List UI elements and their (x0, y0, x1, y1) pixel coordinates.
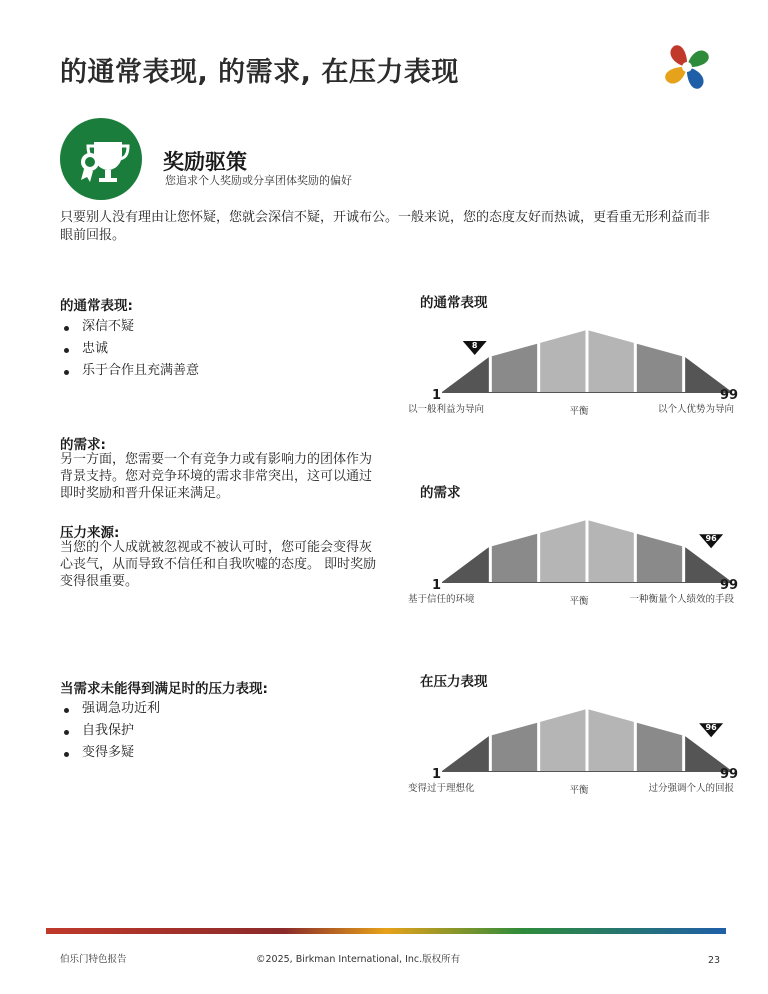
chart-segment (589, 520, 634, 582)
chart-needs (398, 512, 744, 612)
chart-segment (540, 709, 585, 771)
scale-max-label: 99 (720, 388, 739, 403)
axis-center-label: 平衡 (569, 785, 589, 796)
section-title: 奖励驱策 (163, 150, 247, 174)
usual-heading: 的通常表现: (60, 298, 133, 314)
chart-segment (492, 344, 537, 392)
chart-title-needs: 的需求 (420, 485, 461, 501)
stress-behaviors-list (60, 698, 160, 764)
chart-segment (589, 330, 634, 392)
needs-heading: 的需求: (60, 437, 106, 453)
axis-right-label: 一种衡量个人绩效的手段 (629, 594, 734, 605)
axis-center-label: 平衡 (569, 406, 589, 417)
stress-behaviors-heading: 当需求未能得到满足时的压力表现: (60, 681, 268, 697)
axis-center-label: 平衡 (569, 596, 589, 607)
list-item: 深信不疑 (60, 316, 199, 338)
axis-left-label: 基于信任的环境 (408, 594, 475, 605)
trophy-ribbon-icon (60, 118, 142, 200)
chart-segment (589, 709, 634, 771)
needs-text: 另一方面，您需要一个有竞争力或有影响力的团体作为背景支持。您对竞争环境的需求非常突出，这可以通过即时奖励和晋升保证来满足。 (60, 452, 373, 501)
stress-source-heading: 压力来源: (60, 525, 120, 541)
footer-copyright: ©2025, Birkman International, Inc.版权所有 (256, 954, 461, 965)
chart-segment (492, 534, 537, 582)
axis-left-label: 变得过于理想化 (408, 783, 475, 794)
axis-right-label: 以个人优势为导向 (657, 404, 734, 415)
chart-segment (637, 723, 682, 771)
scale-max-label: 99 (720, 767, 739, 782)
scale-min-label: 1 (432, 767, 442, 782)
chart-title-usual: 的通常表现 (420, 295, 488, 311)
chart-segment (637, 344, 682, 392)
list-item: 乐于合作且充满善意 (60, 360, 199, 382)
scale-min-label: 1 (432, 388, 442, 403)
chart-segment (637, 534, 682, 582)
footer-report-name: 伯乐门特色报告 (60, 954, 127, 965)
section-subtitle: 您追求个人奖励或分享团体奖励的偏好 (165, 174, 352, 187)
chart-segment (685, 357, 732, 392)
chart-segment (685, 547, 732, 582)
footer-color-bar (46, 928, 726, 934)
scale-max-label: 99 (720, 578, 739, 593)
usual-list (60, 316, 199, 382)
section-icon-circle (60, 118, 142, 200)
chart-segment (685, 736, 732, 771)
stress-source-text: 当您的个人成就被忽视或不被认可时，您可能会变得灰心丧气，从而导致不信任和自我吹嘘的态度。 即时奖励变得很重要。 (60, 540, 377, 589)
axis-right-label: 过分强调个人的回报 (648, 783, 734, 794)
score-label: 96 (705, 723, 717, 733)
scale-min-label: 1 (432, 578, 442, 593)
list-item: 自我保护 (60, 720, 160, 742)
chart-segment (540, 520, 585, 582)
chart-segment (540, 330, 585, 392)
score-label: 96 (705, 534, 717, 544)
list-item: 变得多疑 (60, 742, 160, 764)
page-title: 的通常表现, 的需求, 在压力表现 (60, 57, 459, 88)
list-item: 强调急功近利 (60, 698, 160, 720)
intro-paragraph: 只要别人没有理由让您怀疑，您就会深信不疑，开诚布公。一般来说，您的态度友好而热诚，更看重无形利益而非眼前回报。 (60, 210, 711, 243)
score-label: 8 (471, 340, 478, 350)
chart-segment (492, 723, 537, 771)
chart-segment (442, 736, 489, 771)
chart-title-stress: 在压力表现 (420, 674, 488, 690)
chart-segment (442, 357, 489, 392)
footer-page-number: 23 (708, 955, 721, 966)
axis-left-label: 以一般利益为导向 (408, 404, 485, 415)
birkman-logo-icon (662, 42, 712, 92)
list-item: 忠诚 (60, 338, 199, 360)
chart-segment (442, 547, 489, 582)
chart-stress (398, 701, 744, 801)
chart-usual (398, 322, 744, 422)
